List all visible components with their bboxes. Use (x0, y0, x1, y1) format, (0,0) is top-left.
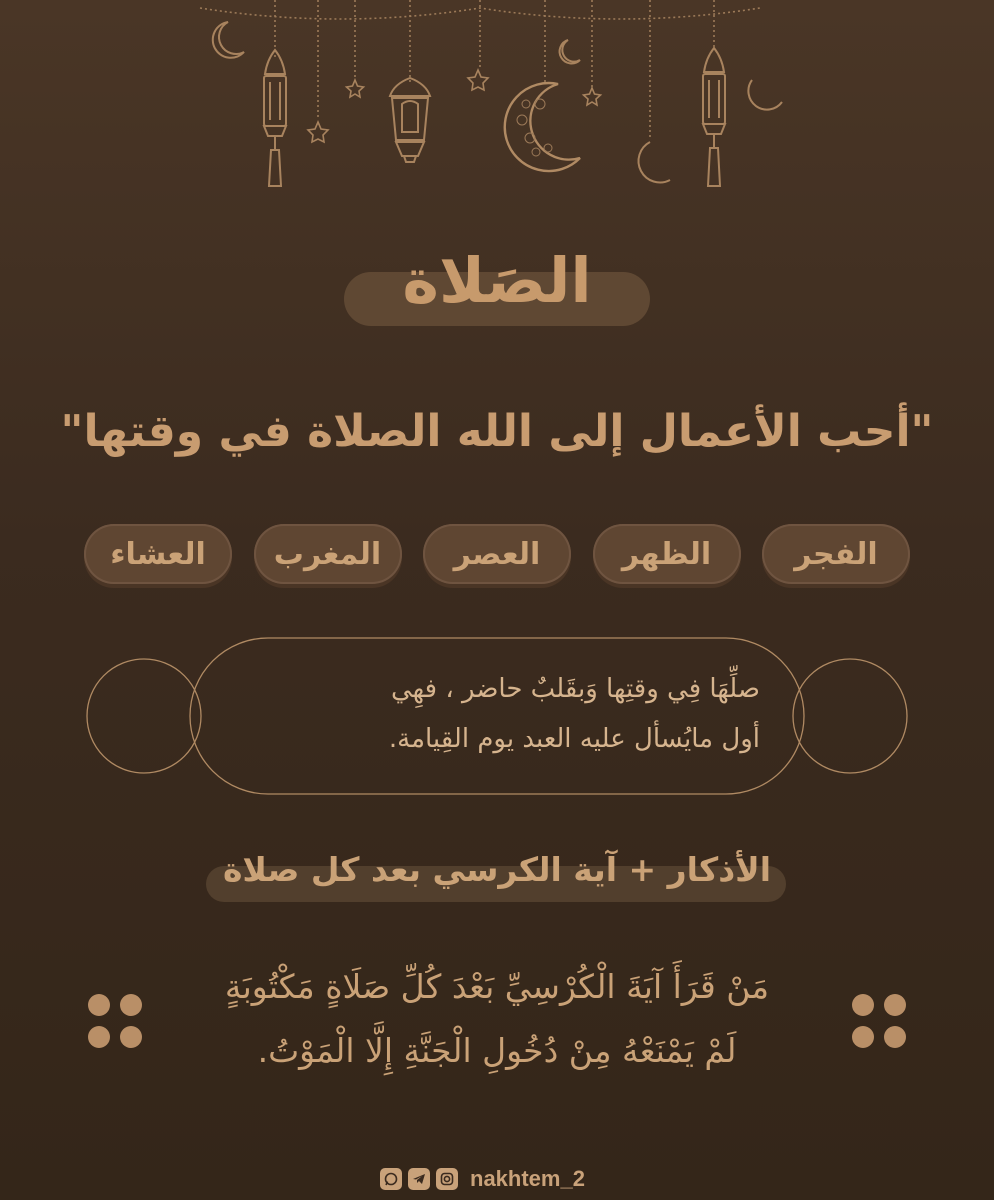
hadith-quote: "أحب الأعمال إلى الله الصلاة في وقتها" (60, 406, 934, 457)
ramadan-decoration (0, 0, 994, 230)
crescent-moon-icon (213, 22, 244, 58)
prayer-chip-isha: العشاء (84, 524, 232, 584)
dots-ornament-left (88, 994, 144, 1050)
prayer-chip-fajr: الفجر (762, 524, 910, 584)
dots-ornament-right (852, 994, 908, 1050)
verse-line: مَنْ قَرَأَ آيَةَ الْكُرْسِيِّ بَعْدَ كُلِّ صَلَاةٍ مَكْتُوبَةٍ (224, 967, 770, 1006)
star-icon (584, 88, 601, 105)
ornate-crescent-icon (505, 83, 580, 171)
string-garland (200, 8, 760, 19)
prayer-chip-maghrib: المغرب (254, 524, 402, 584)
crescent-moon-icon (748, 80, 782, 110)
lantern-icon (703, 48, 725, 186)
verse-line: لَمْ يَمْنَعْهُ مِنْ دُخُولِ الْجَنَّةِ إِلَّا الْمَوْتُ. (257, 1031, 737, 1070)
note-line: صلِّهَا فِي وقتِها وَبقَلبٌ حاضر ، فهِي (391, 674, 760, 704)
lantern-icon (390, 78, 430, 162)
crescent-moon-icon (560, 40, 580, 63)
footer (380, 1163, 620, 1195)
adhkar-heading: الأذكار + آية الكرسي بعد كل صلاة (222, 850, 772, 889)
prayer-list (84, 524, 910, 588)
prayer-note (230, 664, 760, 774)
instagram-icon[interactable] (436, 1168, 458, 1190)
note-line: أول مايُسأل عليه العبد يوم القِيامة. (388, 724, 760, 754)
telegram-icon[interactable] (408, 1168, 430, 1190)
star-icon (468, 70, 488, 90)
lantern-icon (264, 50, 286, 186)
hadith-verse (170, 955, 824, 1095)
crescent-moon-icon (639, 142, 670, 182)
prayer-chip-dhuhr: الظهر (593, 524, 741, 584)
account-handle[interactable]: nakhtem_2 (470, 1166, 585, 1191)
whatsapp-icon[interactable] (380, 1168, 402, 1190)
star-icon (347, 80, 364, 97)
page-title: الصَلاة (402, 244, 592, 317)
prayer-chip-asr: العصر (423, 524, 571, 584)
star-icon (308, 122, 328, 142)
